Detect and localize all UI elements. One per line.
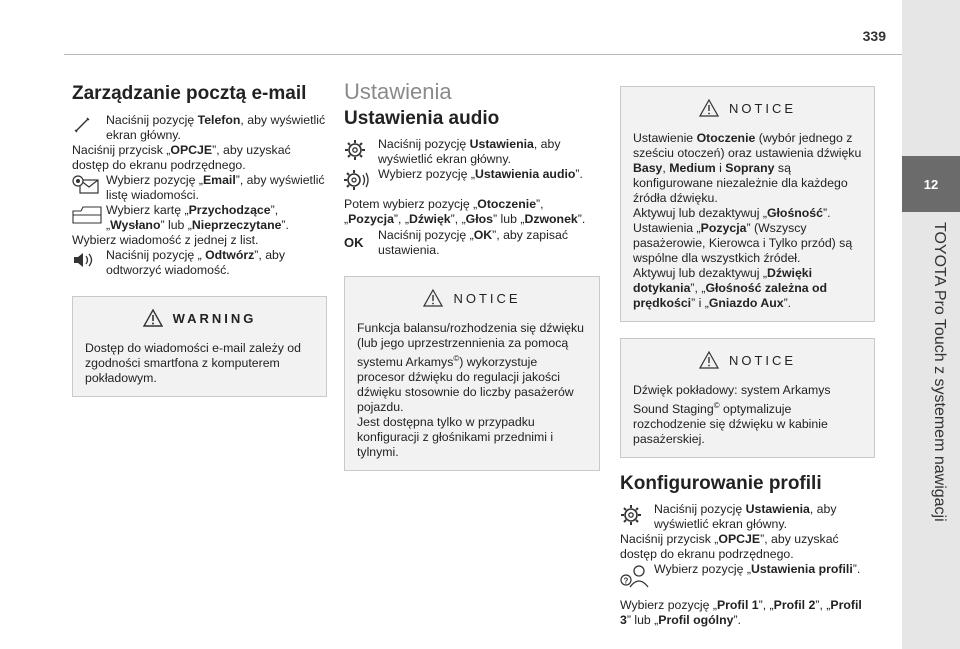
ok-icon: OK <box>344 235 364 250</box>
warning-box <box>72 296 327 397</box>
warning-icon <box>143 309 163 327</box>
notice-icon <box>423 289 443 307</box>
email-app-icon <box>72 175 100 195</box>
page-number: 339 <box>862 28 886 44</box>
chapter-tab[interactable]: 12 <box>902 156 960 212</box>
gear-icon <box>344 139 366 161</box>
notice-box-audio <box>344 276 600 471</box>
step-choose-profile: Wybierz pozycję „Profil 1”, „Profil 2”, „Profil 3” lub „Profil ogólny”. <box>620 598 862 628</box>
step-profile-settings: ? Wybierz pozycję „Ustawienia profili”. <box>620 562 875 588</box>
warning-text: Dostęp do wiadomości e-mail zależy od zgodności smartfona z komputerem pokładowym. <box>85 341 301 385</box>
notice-text: Funkcja balansu/rozhodzenia się dźwięku (lub jego uprzestrzennienia za pomocą systemu Arkamys©) wykorzystuje procesor dźwięku do regulacji jakości dźwięku stosownie do liczby pasażerów pojazdu. <box>357 321 584 415</box>
warning-title: WARNING <box>172 310 257 326</box>
gear-icon <box>620 504 642 526</box>
notice-touch-text: Aktywuj lub dezaktywuj „Dźwięki dotykania”, „Głośność zależna od prędkości” i „Gniazdo Aux”. <box>633 266 828 310</box>
column-settings <box>344 76 600 471</box>
step-ok: OK Naciśnij pozycję „OK”, aby zapisać ustawienia. <box>344 228 569 257</box>
column-profiles <box>620 86 875 628</box>
step-options: Naciśnij przycisk „OPCJE”, aby uzyskać dostęp do ekranu podrzędnego. <box>72 143 291 172</box>
step-choose-category: Potem wybierz pozycję „Otoczenie”, „Pozycja”, „Dźwięk”, „Głos” lub „Dzwonek”. <box>344 197 586 226</box>
speaker-icon <box>72 250 96 270</box>
step-settings: Naciśnij pozycję Ustawienia, aby wyświetlić ekran główny. <box>344 137 600 167</box>
notice-title: NOTICE <box>453 290 521 306</box>
step-options-profiles: Naciśnij przycisk „OPCJE”, aby uzyskać dostęp do ekranu podrzędnego. <box>620 532 839 562</box>
step-settings-profiles: Naciśnij pozycję Ustawienia, aby wyświetlić ekran główny. <box>620 502 875 532</box>
step-phone: Naciśnij pozycję Telefon, aby wyświetlić ekran główny. <box>72 113 327 143</box>
notice-title: NOTICE <box>728 100 797 116</box>
notice-ambience-text: Ustawienie Otoczenie (wybór jednego z sześciu otoczeń) oraz ustawienia dźwięku Basy, Medium i Soprany są konfigurowane niezależnie dla każdego źródła dźwięku. <box>633 131 862 205</box>
step-email: Wybierz pozycję „Email”, aby wyświetlić listę wiadomości. <box>72 173 327 203</box>
notice-box-ambience <box>620 86 875 322</box>
audio-settings-heading: Ustawienia audio <box>344 108 500 129</box>
notice-box-arkamys <box>620 338 875 458</box>
step-tabs: Wybierz kartę „Przychodzące”, „Wysłano” lub „Nieprzeczytane”. <box>72 203 327 233</box>
tabs-icon <box>72 205 102 225</box>
notice-icon <box>699 351 719 369</box>
step-play: Naciśnij pozycję „ Odtwórz”, aby odtworzyć wiadomość. <box>72 248 327 278</box>
profiles-heading: Konfigurowanie profili <box>620 473 822 495</box>
notice-text-2: Jest dostępna tylko w przypadku konfiguracji z głośnikami przednimi i tylnymi. <box>357 415 554 460</box>
settings-big-heading: Ustawienia <box>344 79 452 104</box>
notice-loudness-text: Aktywuj lub dezaktywuj „Głośność”. <box>633 206 831 220</box>
email-heading: Zarządzanie pocztą e-mail <box>72 83 307 104</box>
profile-icon <box>620 564 650 588</box>
gear-sound-icon <box>344 169 370 191</box>
column-email <box>72 76 327 397</box>
chapter-sidebar <box>902 0 960 649</box>
notice-arkamys-text: Dźwięk pokładowy: system Arkamys Sound Staging© optymalizuje rozchodzenie się dźwięku w kabinie pasażerskiej. <box>633 383 831 447</box>
notice-icon <box>699 99 719 117</box>
header-rule <box>64 54 902 55</box>
chapter-title: TOYOTA Pro Touch z systemem nawigacji <box>931 222 948 522</box>
notice-position-text: Ustawienia „Pozycja” (Wszyscy pasażerowie, Kierowca i Tylko przód) są wspólne dla wszystkich źródeł. <box>633 221 853 265</box>
step-audio-settings: Wybierz pozycję „Ustawienia audio”. <box>344 167 600 191</box>
phone-icon <box>72 115 92 135</box>
notice-title: NOTICE <box>728 352 797 368</box>
step-select-message: Wybierz wiadomość z jednej z list. <box>72 233 259 247</box>
svg-text:?: ? <box>623 576 629 586</box>
